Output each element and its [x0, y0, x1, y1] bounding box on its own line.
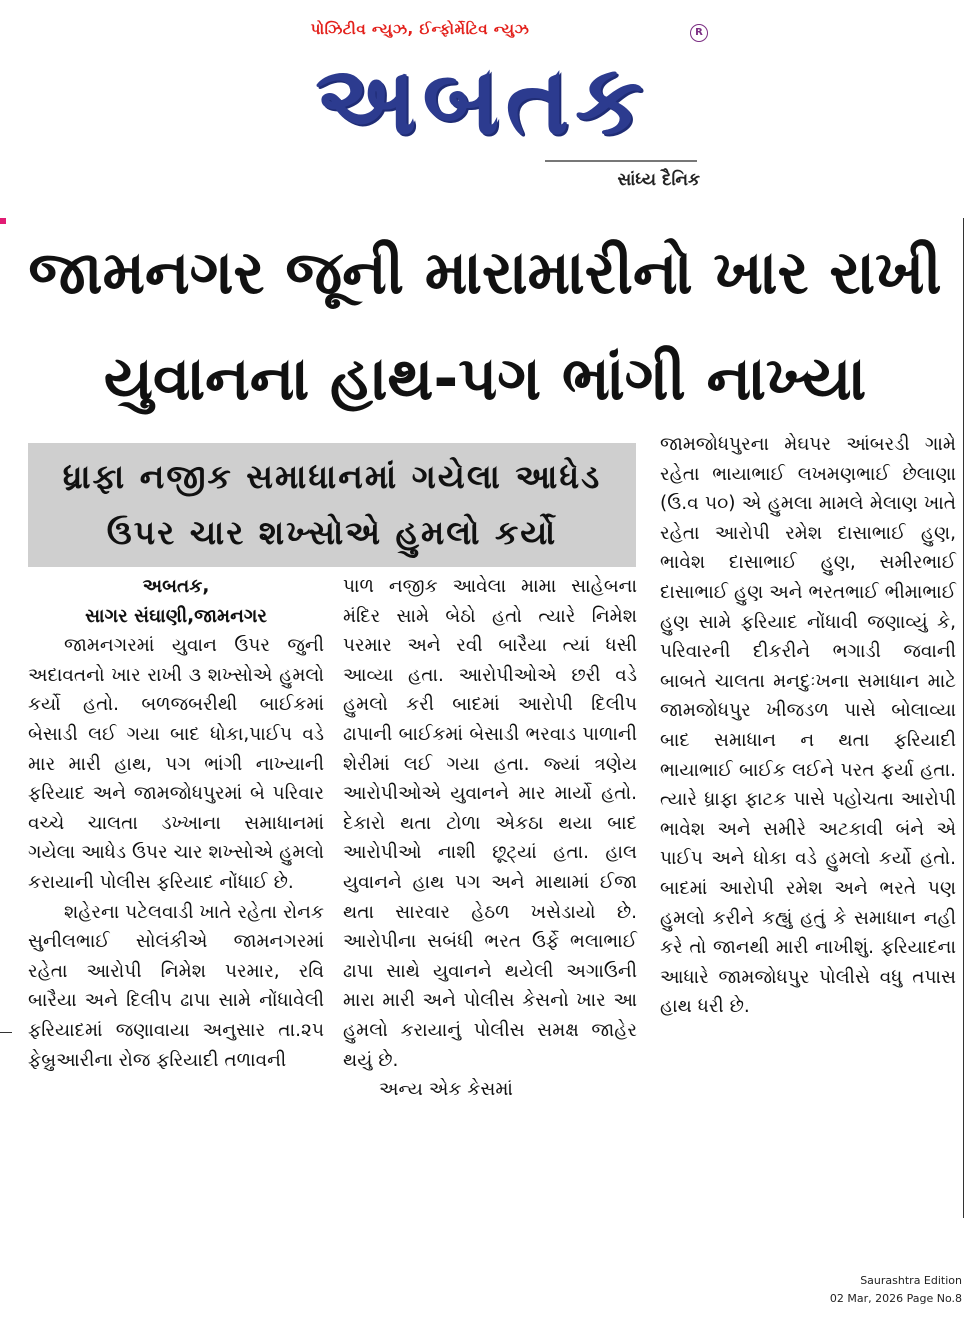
article-column-3	[660, 430, 956, 1022]
byline-publication: અબતક,	[142, 576, 210, 597]
subhead-line-1: ધ્રાફા નજીક સમાધાનમાં ગયેલા આધેડ	[62, 457, 602, 496]
article-headline	[10, 220, 960, 432]
column-1-paragraph-1: જામનગરમાં યુવાન ઉપર જુની અદાવતનો ખાર રાખી ૩ શખ્સોએ હુમલો કર્યો હતો. બળજબરીથી બાઈકમાં બેસાડી લઈ ગયા બાદ ધોકા,પાઈપ વડે માર મારી હાથ, પગ ભાંગી નાખ્યાની ફરિયાદ અને જામજોધપુરમાં બે પરિવાર વચ્ચે ચાલતા ડખ્ખાના સમાધાનમાં ગયેલા આધેડ ઉપર ચાર શખ્સોએ હુમલો કરાયાની પોલીસ ફરિયાદ નોંધાઈ છે.	[28, 635, 324, 893]
masthead-tagline: પોઝિટીવ ન્યુઝ, ઈન્ફોર્મેટિવ ન્યુઝ	[310, 20, 530, 38]
newspaper-logo: અબતક	[315, 44, 649, 156]
masthead	[0, 0, 971, 210]
byline-reporter: સાગર સંઘાણી,જામનગર	[85, 605, 267, 627]
article-column-2	[343, 572, 637, 1105]
registered-trademark-icon: R	[690, 24, 708, 42]
masthead-sub-brand: સાંધ્ય દૈનિક	[617, 170, 700, 190]
page-edge-marker	[0, 218, 6, 224]
headline-line-2: યુવાનના હાથ-પગ ભાંગી નાખ્યા	[103, 344, 867, 414]
subhead-line-2: ઉપર ચાર શખ્સોએ હુમલો કર્યો	[106, 513, 558, 552]
column-2-paragraph-1: પાળ નજીક આવેલા મામા સાહેબના મંદિર સામે બેઠો હતો ત્યારે નિમેશ પરમાર અને રવી બારૈયા ત્યાં ધસી આવ્યા હતા. આરોપીઓએ છરી વડે હુમલો કરી બાદમાં આરોપી દિલીપ ઢાપાની બાઈકમાં બેસાડી ભરવાડ પાળાની શેરીમાં લઈ ગયા હતા. જ્યાં ત્રણેય આરોપીઓએ યુવાનને માર માર્યો હતો. દેકારો થતા ટોળા એકઠા થયા બાદ આરોપીઓ નાશી છૂટ્યાં હતા. હાલ યુવાનને હાથ પગ અને માથામાં ઈજા થતા સારવાર હેઠળ ખસેડાયો છે. આરોપીના સબંધી ભરત ઉર્ફે ભલાભાઈ ઢાપા સાથે યુવાનને થયેલી અગાઉની મારા મારી અને પોલીસ કેસનો ખાર આ હુમલો કરાયાનું પોલીસ સમક્ષ જાહેર થયું છે.	[343, 576, 637, 1071]
column-1-paragraph-2: શહેરના પટેલવાડી ખાતે રહેતા રોનક સુનીલભાઈ સોલંકીએ જામનગરમાં રહેતા આરોપી નિમેશ પરમાર, રવિ બારૈયા અને દિલીપ ઢાપા સામે નોંધાવેલી ફરિયાદમાં જણાવાયા અનુસાર તા.૨૫ ફેબ્રુઆરીના રોજ ફરિયાદી તળાવની	[28, 901, 324, 1071]
edition-date-page: 02 Mar, 2026 Page No.8	[829, 1292, 962, 1305]
column-3-paragraph-1: જામજોધપુરના મેઘપર આંબરડી ગામે રહેતા ભાયાભાઈ લખમણભાઈ છેલાણા (ઉ.વ ૫૦) એ હુમલા મામલે મેલાણ ખાતે રહેતા આરોપી રમેશ દાસાભાઈ હુણ, ભાવેશ દાસાભાઈ હુણ, સમીરભાઈ દાસાભાઈ હુણ અને ભરતભાઈ ભીમાભાઈ હુણ સામે ફરિયાદ નોંધાવી જણાવ્યું કે, પરિવારની દીકરીને ભગાડી જવાની બાબતે ચાલતા મનદુઃખના સમાધાન માટે જામજોધપુર ખીજડળ પાસે બોલાવ્યા બાદ સમાધાન ન થતા ફરિયાદી ભાયાભાઈ બાઈક લઈને પરત ફર્યા હતા. ત્યારે ધ્રાફા ફાટક પાસે પહોચતા આરોપી ભાવેશ અને સમીરે અટકાવી બંને એ પાઈપ અને ધોકા વડે હુમલો કર્યો હતો. બાદમાં આરોપી રમેશ અને ભરતે પણ હુમલો કરીને કહ્યું હતું કે સમાધાન નહી કરે તો જાનથી મારી નાખીશું. ફરિયાદના આધારે જામજોધપુર પોલીસે વધુ તપાસ હાથ ધરી છે.	[660, 434, 956, 1018]
column-2-paragraph-2: અન્ય એક કેસમાં	[379, 1079, 513, 1101]
page-edge-border	[963, 218, 971, 1218]
edition-name: Saurashtra Edition	[860, 1274, 962, 1287]
edition-footer	[760, 1272, 962, 1308]
article-column-1	[28, 572, 324, 1075]
logo-divider	[545, 160, 697, 162]
article-subhead	[28, 449, 636, 561]
page-edge-rule	[0, 1032, 12, 1033]
headline-line-1: જામનગર જૂની મારામારીનો ખાર રાખી	[28, 238, 942, 308]
